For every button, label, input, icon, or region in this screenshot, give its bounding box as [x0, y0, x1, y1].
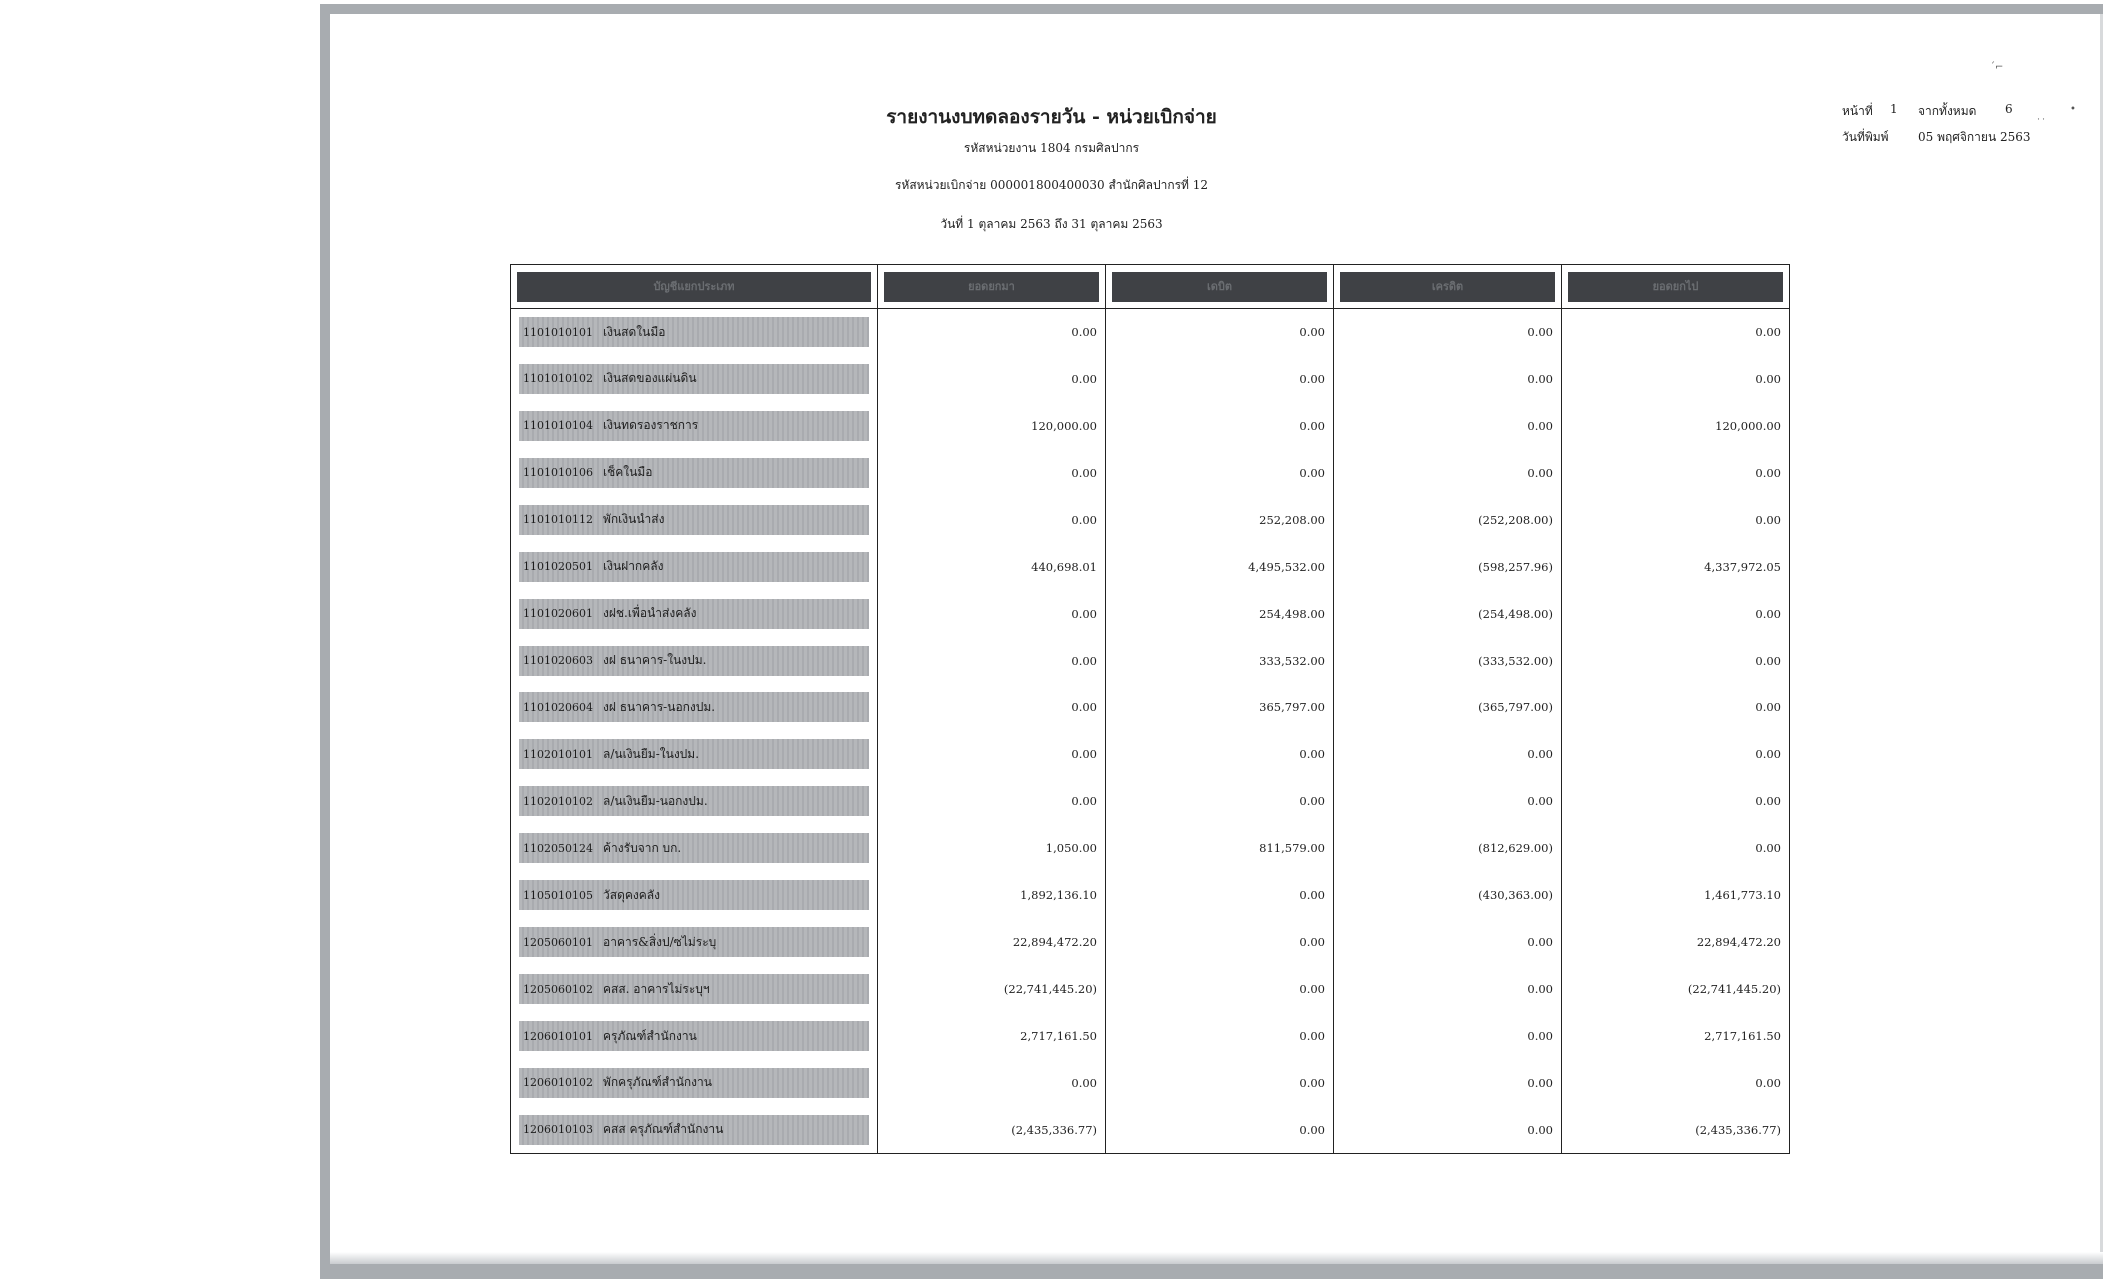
account-name: คสส. อาคารไม่ระบุฯ	[603, 981, 710, 996]
account-code: 1101010101	[523, 325, 593, 339]
account-name: เงินฝากคลัง	[603, 559, 664, 574]
account-strip	[519, 364, 869, 394]
debit-cell: 0.00	[1106, 1106, 1334, 1153]
debit-cell: 0.00	[1106, 1013, 1334, 1060]
closing-balance-cell: (22,741,445.20)	[1562, 966, 1790, 1013]
debit-cell: 0.00	[1106, 731, 1334, 778]
debit-cell: 252,208.00	[1106, 496, 1334, 543]
opening-balance-cell: 2,717,161.50	[878, 1013, 1106, 1060]
header-debit-label: เดบิต	[1112, 272, 1327, 302]
opening-balance-cell: 0.00	[878, 309, 1106, 356]
debit-cell: 0.00	[1106, 1060, 1334, 1107]
account-cell	[511, 590, 878, 637]
credit-cell: 0.00	[1334, 966, 1562, 1013]
total-pages: 6	[2005, 102, 2013, 116]
credit-cell: (598,257.96)	[1334, 543, 1562, 590]
debit-cell: 4,495,532.00	[1106, 543, 1334, 590]
table-row	[511, 1013, 1790, 1060]
report-period: วันที่ 1 ตุลาคม 2563 ถึง 31 ตุลาคม 2563	[940, 217, 1163, 231]
account-code: 1101010102	[523, 372, 593, 386]
account-code: 1101010106	[523, 466, 593, 480]
credit-cell: 0.00	[1334, 1013, 1562, 1060]
credit-cell: 0.00	[1334, 919, 1562, 966]
account-cell	[511, 449, 878, 496]
table-row	[511, 966, 1790, 1013]
account-cell	[511, 731, 878, 778]
opening-balance-cell: 0.00	[878, 637, 1106, 684]
debit-cell: 0.00	[1106, 309, 1334, 356]
table-row	[511, 637, 1790, 684]
account-name: เงินทดรองราชการ	[603, 418, 699, 433]
credit-cell: 0.00	[1334, 1060, 1562, 1107]
debit-cell: 0.00	[1106, 919, 1334, 966]
account-cell	[511, 825, 878, 872]
table-row	[511, 919, 1790, 966]
account-strip	[519, 692, 869, 722]
account-name: เช็คในมือ	[603, 465, 653, 480]
opening-balance-cell: 22,894,472.20	[878, 919, 1106, 966]
account-code: 1206010103	[523, 1123, 593, 1137]
account-name: อาคาร&สิ่งป/ซไม่ระบุ	[603, 934, 717, 949]
account-cell	[511, 637, 878, 684]
account-cell	[511, 778, 878, 825]
account-strip	[519, 1115, 869, 1145]
table-row	[511, 1060, 1790, 1107]
account-name: ค้างรับจาก บก.	[603, 840, 682, 855]
debit-cell: 0.00	[1106, 449, 1334, 496]
print-date-label: วันที่พิมพ์	[1842, 130, 1889, 144]
account-name: คสส ครุภัณฑ์สำนักงาน	[603, 1122, 724, 1137]
header-account	[511, 265, 878, 309]
account-code: 1101020603	[523, 654, 593, 668]
account-strip	[519, 411, 869, 441]
agency-code: รหัสหน่วยงาน 1804 กรมศิลปากร	[963, 141, 1140, 155]
table-row	[511, 355, 1790, 402]
account-code: 1206010102	[523, 1076, 593, 1090]
debit-cell: 0.00	[1106, 355, 1334, 402]
report-title: รายงานงบทดลองรายวัน - หน่วยเบิกจ่าย	[886, 106, 1217, 128]
debit-cell: 0.00	[1106, 872, 1334, 919]
table-header-row	[511, 265, 1790, 309]
page-bottom-edge	[330, 1252, 2103, 1264]
account-code: 1205060101	[523, 935, 593, 949]
account-code: 1101020501	[523, 560, 593, 574]
header-credit-label: เครดิต	[1340, 272, 1555, 302]
closing-balance-cell: 4,337,972.05	[1562, 543, 1790, 590]
header-credit	[1334, 265, 1562, 309]
opening-balance-cell: 0.00	[878, 731, 1106, 778]
account-name: เงินสดในมือ	[603, 324, 666, 339]
table-row	[511, 684, 1790, 731]
credit-cell: 0.00	[1334, 778, 1562, 825]
debit-cell: 254,498.00	[1106, 590, 1334, 637]
debit-cell: 365,797.00	[1106, 684, 1334, 731]
account-strip	[519, 505, 869, 535]
header-account-label: บัญชีแยกประเภท	[517, 272, 871, 302]
closing-balance-cell: 1,461,773.10	[1562, 872, 1790, 919]
account-code: 1205060102	[523, 982, 593, 996]
closing-balance-cell: 0.00	[1562, 825, 1790, 872]
account-strip	[519, 880, 869, 910]
account-strip	[519, 458, 869, 488]
table-row	[511, 778, 1790, 825]
opening-balance-cell: 0.00	[878, 590, 1106, 637]
account-cell	[511, 1013, 878, 1060]
closing-balance-cell: 0.00	[1562, 637, 1790, 684]
account-cell	[511, 684, 878, 731]
account-strip	[519, 833, 869, 863]
table-row	[511, 872, 1790, 919]
header-debit	[1106, 265, 1334, 309]
account-code: 1102050124	[523, 841, 593, 855]
header-opening-balance-label: ยอดยกมา	[884, 272, 1099, 302]
account-code: 1101020601	[523, 607, 593, 621]
credit-cell: 0.00	[1334, 355, 1562, 402]
account-code: 1206010101	[523, 1029, 593, 1043]
account-code: 1102010102	[523, 794, 593, 808]
table-row	[511, 590, 1790, 637]
table-row	[511, 543, 1790, 590]
account-name: ล/นเงินยืม-นอกงปม.	[603, 793, 708, 808]
credit-cell: (252,208.00)	[1334, 496, 1562, 543]
account-name: ล/นเงินยืม-ในงปม.	[603, 746, 700, 761]
opening-balance-cell: 0.00	[878, 1060, 1106, 1107]
opening-balance-cell: 120,000.00	[878, 402, 1106, 449]
closing-balance-cell: 0.00	[1562, 731, 1790, 778]
account-code: 1102010101	[523, 747, 593, 761]
opening-balance-cell: 0.00	[878, 778, 1106, 825]
debit-cell: 811,579.00	[1106, 825, 1334, 872]
closing-balance-cell: 0.00	[1562, 778, 1790, 825]
account-cell	[511, 919, 878, 966]
closing-balance-cell: 2,717,161.50	[1562, 1013, 1790, 1060]
account-cell	[511, 1060, 878, 1107]
account-strip	[519, 646, 869, 676]
credit-cell: 0.00	[1334, 731, 1562, 778]
header-opening-balance	[878, 265, 1106, 309]
credit-cell: 0.00	[1334, 1106, 1562, 1153]
opening-balance-cell: 0.00	[878, 355, 1106, 402]
print-date: 05 พฤศจิกายน 2563	[1918, 130, 2031, 144]
account-strip	[519, 739, 869, 769]
account-name: วัสดุคงคลัง	[603, 887, 660, 902]
credit-cell: (812,629.00)	[1334, 825, 1562, 872]
closing-balance-cell: 0.00	[1562, 1060, 1790, 1107]
account-name: พักครุภัณฑ์สำนักงาน	[603, 1075, 712, 1090]
table-row	[511, 825, 1790, 872]
account-code: 1105010105	[523, 888, 593, 902]
debit-cell: 0.00	[1106, 966, 1334, 1013]
opening-balance-cell: 1,050.00	[878, 825, 1106, 872]
table-row	[511, 1106, 1790, 1153]
table-row	[511, 309, 1790, 356]
debit-cell: 333,532.00	[1106, 637, 1334, 684]
total-pages-label: จากทั้งหมด	[1918, 104, 1977, 118]
closing-balance-cell: 0.00	[1562, 309, 1790, 356]
page-label: หน้าที่	[1842, 104, 1873, 118]
opening-balance-cell: 0.00	[878, 496, 1106, 543]
account-strip	[519, 317, 869, 347]
credit-cell: 0.00	[1334, 402, 1562, 449]
account-strip	[519, 1068, 869, 1098]
credit-cell: (254,498.00)	[1334, 590, 1562, 637]
account-strip	[519, 552, 869, 582]
account-name: พักเงินนำส่ง	[603, 512, 665, 527]
account-cell	[511, 1106, 878, 1153]
opening-balance-cell: 0.00	[878, 684, 1106, 731]
table-row	[511, 449, 1790, 496]
account-name: งฝช.เพื่อนำส่งคลัง	[603, 606, 697, 621]
disbursing-unit-code: รหัสหน่วยเบิกจ่าย 000001800400030 สำนักศิลปากรที่ 12	[894, 178, 1209, 192]
scan-mark: ˊ⌐	[1990, 62, 2004, 73]
credit-cell: 0.00	[1334, 309, 1562, 356]
credit-cell: (333,532.00)	[1334, 637, 1562, 684]
page-number: 1	[1890, 102, 1898, 116]
account-cell	[511, 872, 878, 919]
header-closing-balance	[1562, 265, 1790, 309]
account-code: 1101010104	[523, 419, 593, 433]
debit-cell: 0.00	[1106, 402, 1334, 449]
opening-balance-cell: (22,741,445.20)	[878, 966, 1106, 1013]
closing-balance-cell: 22,894,472.20	[1562, 919, 1790, 966]
closing-balance-cell: 0.00	[1562, 355, 1790, 402]
account-strip	[519, 974, 869, 1004]
credit-cell: (365,797.00)	[1334, 684, 1562, 731]
credit-cell: 0.00	[1334, 449, 1562, 496]
account-name: งฝ ธนาคาร-นอกงปม.	[603, 699, 716, 714]
closing-balance-cell: 0.00	[1562, 496, 1790, 543]
opening-balance-cell: 440,698.01	[878, 543, 1106, 590]
credit-cell: (430,363.00)	[1334, 872, 1562, 919]
closing-balance-cell: 120,000.00	[1562, 402, 1790, 449]
account-cell	[511, 966, 878, 1013]
closing-balance-cell: (2,435,336.77)	[1562, 1106, 1790, 1153]
account-strip	[519, 927, 869, 957]
account-cell	[511, 496, 878, 543]
account-cell	[511, 543, 878, 590]
opening-balance-cell: (2,435,336.77)	[878, 1106, 1106, 1153]
scan-mark: •	[2070, 104, 2076, 115]
table-row	[511, 402, 1790, 449]
table-row	[511, 731, 1790, 778]
account-name: งฝ ธนาคาร-ในงปม.	[603, 653, 707, 668]
account-strip	[519, 1021, 869, 1051]
closing-balance-cell: 0.00	[1562, 684, 1790, 731]
header-closing-balance-label: ยอดยกไป	[1568, 272, 1783, 302]
account-name: ครุภัณฑ์สำนักงาน	[603, 1028, 697, 1043]
account-code: 1101020604	[523, 700, 593, 714]
opening-balance-cell: 1,892,136.10	[878, 872, 1106, 919]
opening-balance-cell: 0.00	[878, 449, 1106, 496]
trial-balance-table	[510, 264, 1790, 1154]
account-strip	[519, 786, 869, 816]
closing-balance-cell: 0.00	[1562, 449, 1790, 496]
account-strip	[519, 599, 869, 629]
closing-balance-cell: 0.00	[1562, 590, 1790, 637]
account-code: 1101010112	[523, 513, 593, 527]
table-row	[511, 496, 1790, 543]
account-cell	[511, 402, 878, 449]
debit-cell: 0.00	[1106, 778, 1334, 825]
scan-mark: ˙˙	[2036, 118, 2046, 129]
account-name: เงินสดของแผ่นดิน	[603, 371, 697, 386]
account-cell	[511, 355, 878, 402]
account-cell	[511, 309, 878, 356]
